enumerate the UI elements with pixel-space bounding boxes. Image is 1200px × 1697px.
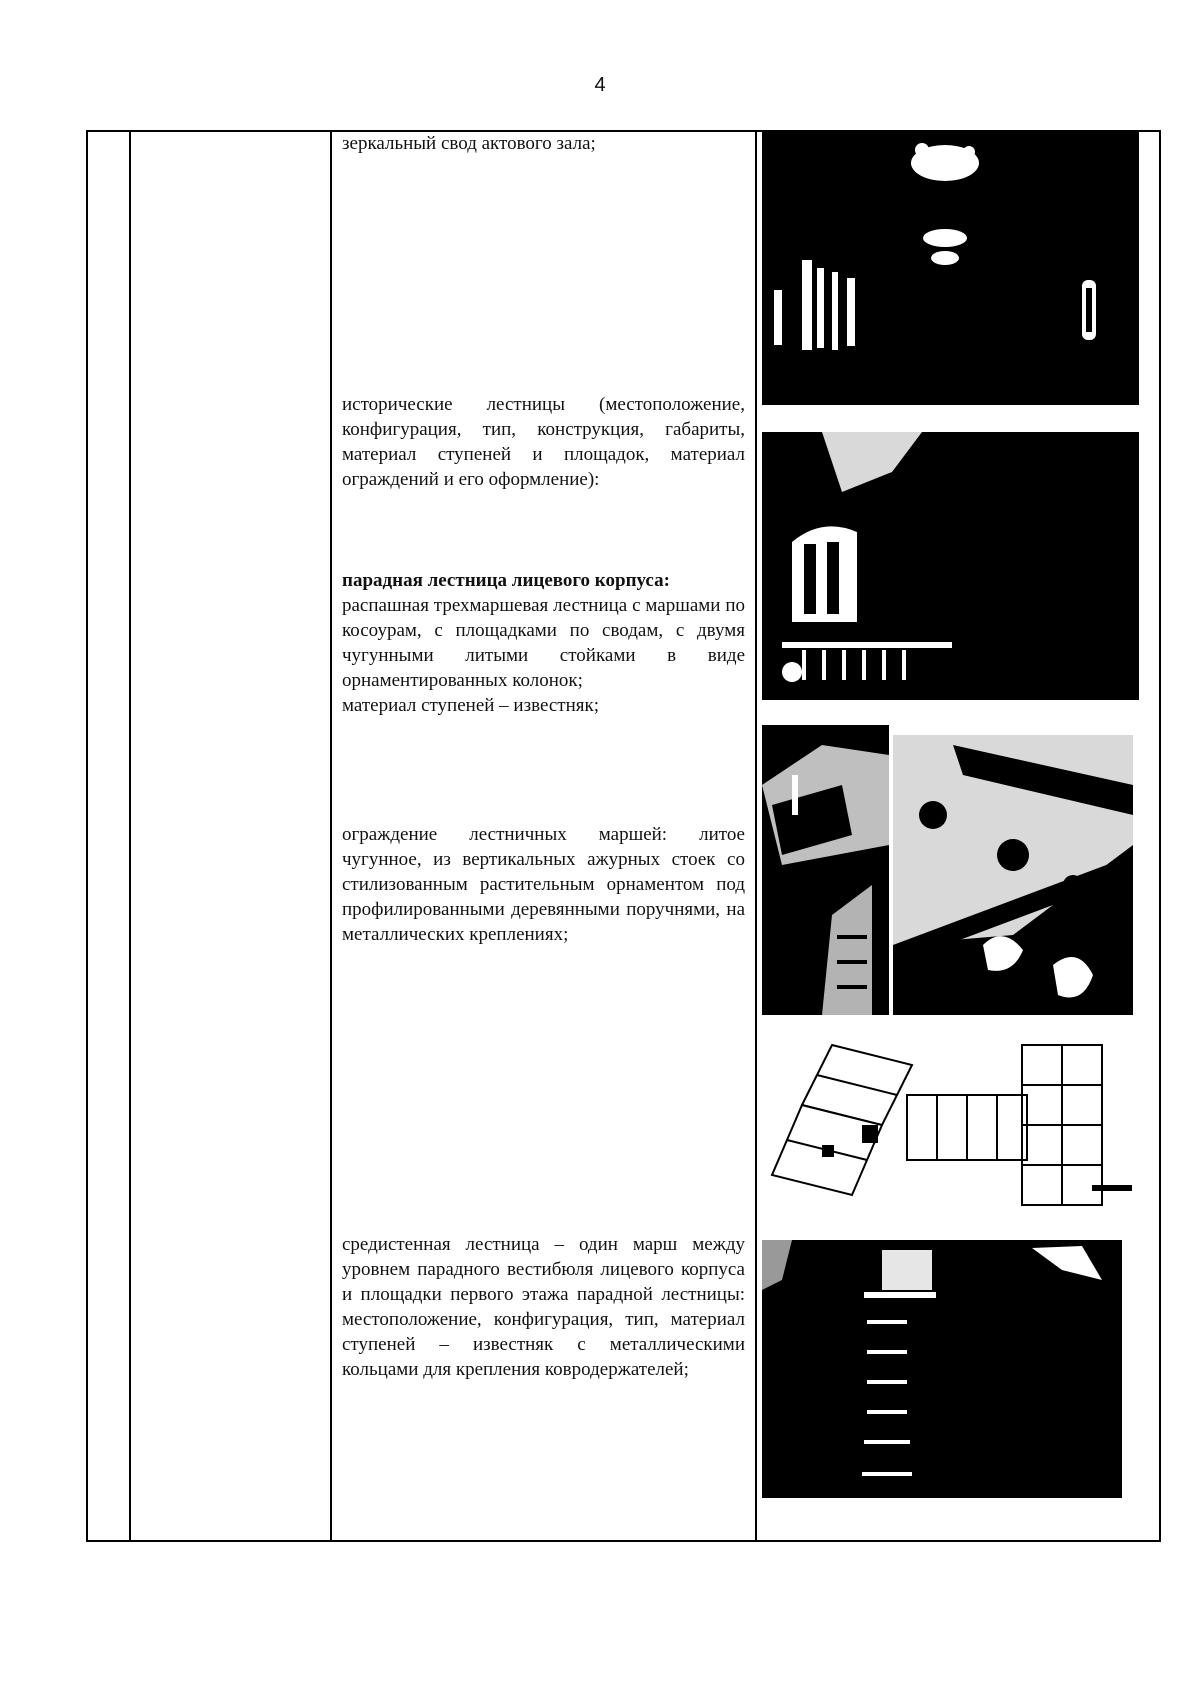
vault-description: зеркальный свод актового зала; [342,133,596,154]
column-divider [129,132,131,1540]
railing-description: ограждение лестничных маршей: литое чугунное, из вертикальных ажурных стоек со стилизованным растительным орнаментом под профилированными деревянными поручнями, на металлических креплениях; [342,824,745,945]
staircase-photo [762,432,1139,700]
intramural-stair-photo [762,1240,1122,1498]
railing-detail-photo [893,735,1133,1015]
main-stair-text: распашная трехмаршевая лестница с маршами по косоурам, с площадками по сводам, с двумя чугунными литыми стойками в виде орнаментированных колонок; [342,595,745,691]
column-divider [330,132,332,1540]
assembly-hall-vault-photo [762,130,1139,405]
main-stair-material: материал ступеней – известняк; [342,695,600,716]
column-divider [755,132,757,1540]
main-stair-description [342,568,745,718]
page-number: 4 [594,74,606,96]
cast-iron-railing-photo [762,725,889,1015]
intramural-stair-description: средистенная лестница – один марш между уровнем парадного вестибюля лицевого корпуса и площадки первого этажа парадной лестницы: местоположение, конфигурация, тип, материал ступеней – известняк с металлическими кольцами для крепления ковродержателей; [342,1234,745,1380]
main-stair-heading: парадная лестница лицевого корпуса: [342,570,670,591]
stairs-intro-description: исторические лестницы (местоположение, конфигурация, тип, конструкция, габариты, материал ступеней и площадок, материал ограждений и его оформление): [342,394,745,490]
floor-plan-drawing [762,1035,1142,1210]
